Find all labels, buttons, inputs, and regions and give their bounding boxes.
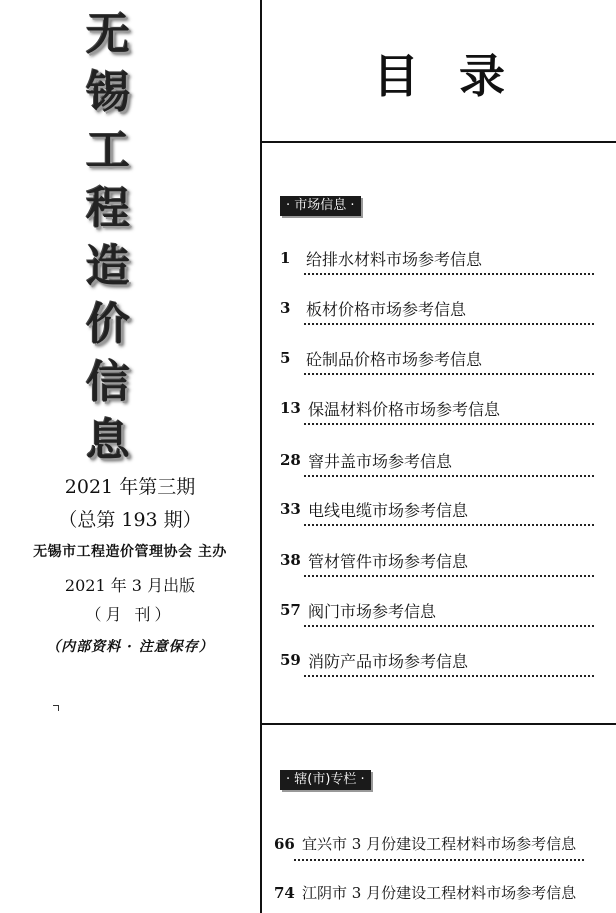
title-char: 造 <box>86 241 130 292</box>
toc-entry-title: 江阴市 3 月份建设工程材料市场参考信息 <box>302 884 577 902</box>
leader-dots <box>304 625 594 627</box>
title-char: 锡 <box>86 67 130 118</box>
title-char: 无 <box>86 9 130 60</box>
column-divider <box>260 0 262 913</box>
toc-entry-title: 阀门市场参考信息 <box>308 602 437 621</box>
title-char: 程 <box>86 183 130 234</box>
leader-dots <box>304 575 594 577</box>
title-char: 价 <box>86 299 130 350</box>
section-badge-county-column: · 辖(市)专栏 · <box>280 770 371 790</box>
toc-entry-title: 宜兴市 3 月份建设工程材料市场参考信息 <box>302 835 577 853</box>
toc-entry-title: 消防产品市场参考信息 <box>308 652 469 671</box>
cover-column <box>0 0 260 913</box>
toc-page-number: 1 <box>280 249 291 267</box>
toc-entry-title: 保温材料价格市场参考信息 <box>308 400 501 419</box>
publish-date-label: 2021 年 3 月出版 <box>64 576 196 595</box>
title-char: 工 <box>86 125 130 176</box>
toc-page-number: 74 <box>274 884 295 902</box>
toc-entry-title: 管材管件市场参考信息 <box>308 552 469 571</box>
leader-dots <box>304 475 594 477</box>
toc-entry-title: 电线电缆市场参考信息 <box>308 501 469 520</box>
leader-dots <box>304 423 594 425</box>
toc-title: 目录 <box>373 49 545 103</box>
section-badge-market-info: · 市场信息 · <box>280 196 361 216</box>
toc-page-number: 38 <box>280 551 301 569</box>
issue-label: 2021 年第三期 <box>64 476 196 498</box>
organizer-label: 无锡市工程造价管理协会 主办 <box>33 544 227 560</box>
toc-entry-title: 给排水材料市场参考信息 <box>306 250 483 269</box>
frequency-label: （月 刊） <box>85 605 175 624</box>
toc-page-number: 59 <box>280 651 301 669</box>
toc-page-number: 57 <box>280 601 301 619</box>
title-char: 息 <box>86 415 130 466</box>
toc-entry-title: 窨井盖市场参考信息 <box>308 452 453 471</box>
leader-dots <box>304 373 594 375</box>
section-divider <box>262 141 616 143</box>
corner-mark <box>53 705 59 711</box>
toc-page-number: 5 <box>280 349 291 367</box>
toc-page-number: 33 <box>280 500 301 518</box>
leader-dots <box>294 859 584 861</box>
section-divider <box>262 723 616 725</box>
toc-entry-title: 板材价格市场参考信息 <box>306 300 467 319</box>
toc-page-number: 66 <box>274 835 295 853</box>
leader-dots <box>304 323 594 325</box>
internal-note: （内部资料 · 注意保存） <box>46 639 214 655</box>
toc-page-number: 13 <box>280 399 301 417</box>
total-issue-label: （总第 193 期） <box>58 509 202 531</box>
toc-page-number: 28 <box>280 451 301 469</box>
leader-dots <box>304 273 594 275</box>
leader-dots <box>304 675 594 677</box>
vertical-title <box>78 6 138 470</box>
toc-page-number: 3 <box>280 299 291 317</box>
toc-entry-title: 砼制品价格市场参考信息 <box>306 350 483 369</box>
title-char: 信 <box>86 357 130 408</box>
leader-dots <box>304 524 594 526</box>
